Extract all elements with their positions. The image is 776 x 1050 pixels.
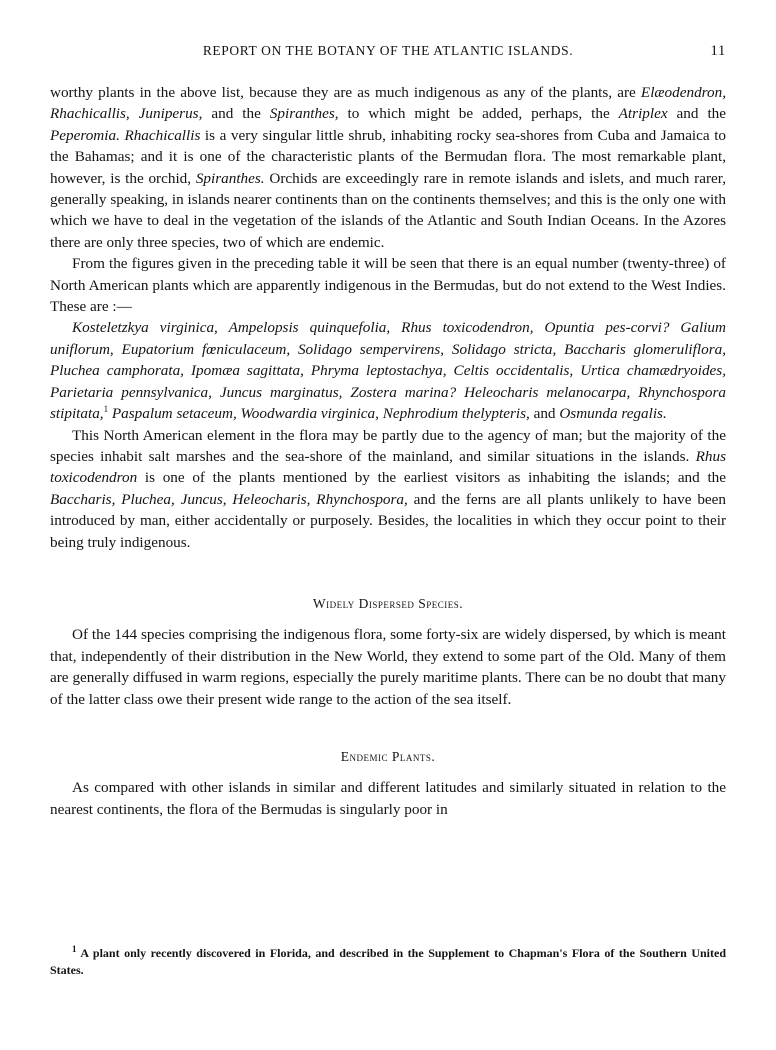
section-heading-widely-dispersed: Widely Dispersed Species. — [312, 595, 464, 611]
paragraph-endemic: As compared with other islands in similar and different latitudes and similarly situated in relation to the nearest continents, the flora of the Bermudas is singularly poor in — [50, 779, 726, 818]
text-run: is a very singular little shrub, inhabiting rocky sea-shores from Cuba and Jamaica to the Bahamas; and it is one of the characteristic plants of the Bermudan flora. The most remarkable plant, however, is the orchid, — [50, 126, 727, 187]
text-run: Orchids are exceedingly rare in remote islands and islets, and much rarer, generally speaking, in islands nearer continents than on the continents themselves; and this is the only one with which we have to deal in the vegetation of the islands of the Atlantic and South Indian Oceans. In the Azores there are only three species, two of which are endemic. — [50, 169, 727, 251]
text-run: to which might be added, perhaps, the — [338, 105, 619, 123]
text-run: is one of the plants mentioned by the earliest visitors as inhabiting the islands; and the — [137, 469, 726, 487]
text-run: and the — [667, 105, 726, 123]
section-heading-endemic: Endemic Plants. — [340, 748, 436, 764]
species-name: Osmunda regalis. — [559, 405, 667, 423]
species-names: Kosteletzkya virginica, Ampelopsis quinquefolia, Rhus toxicodendron, Opuntia pes-corvi? Galium uniflorum, Eupatorium fœniculaceum, Solidago sempervirens, Solidago stricta, Baccharis glomeruliflora, Pluchea camphorata, Ipomæa sagittata, Phryma leptostachya, Celtis occidentalis, Urtica chamædryoides, Parietaria pennsylvanica, Juncus marginatus, Zostera marina? Heleocharis melanocarpa, Rhynchospora stipitata, — [50, 319, 726, 423]
genus-name: Spiranthes, — [269, 105, 339, 123]
footnote-text: A plant only recently discovered in Florida, and described in the Supplement to Chapman's Flora of the Southern United States. — [50, 946, 726, 977]
species-names: Paspalum setaceum, Woodwardia virginica, Nephrodium thelypteris, — [108, 405, 530, 423]
text-run: worthy plants in the above list, because they are as much indigenous as any of the plants, are — [50, 84, 641, 101]
footnote-mark: 1 — [72, 944, 77, 954]
genus-name: Atriplex — [618, 105, 668, 123]
text-run: This North American element in the flora may be partly due to the agency of man; but the majority of the species inhabit salt marshes and the sea-shore of the mainland, and similar situations in the islands. — [50, 426, 726, 465]
genus-names: Elæodendron, Rhachicallis, Juniperus, — [50, 84, 726, 123]
genus-name: Rhachicallis — [124, 126, 201, 144]
header-title: REPORT ON THE BOTANY OF THE ATLANTIC ISLANDS. — [202, 43, 574, 58]
footnote-reference[interactable]: 1 — [103, 404, 109, 415]
page-number: 11 — [710, 43, 726, 59]
species-name: Rhus toxicodendron — [50, 447, 726, 487]
running-header — [50, 43, 726, 63]
genus-name: Spiranthes. — [195, 169, 265, 187]
main-text — [50, 82, 726, 820]
footnote — [50, 945, 726, 979]
genus-name: Peperomia. — [50, 126, 120, 144]
text-run: and — [529, 405, 560, 423]
paragraph-continuation — [50, 82, 726, 253]
paragraph-widely-dispersed: Of the 144 species comprising the indigenous flora, some forty-six are widely dispersed, by which is meant that, independently of their distribution in the New World, they extend to some part of the Old. Many of them are generally diffused in warm regions, especially the purely maritime plants. There can be no doubt that many of the latter class owe their present wide range to the action of the sea itself. — [50, 626, 726, 708]
text-run: and the — [202, 105, 270, 123]
text-run: and the ferns are all plants unlikely to have been introduced by man, either accidentally or purposely. Besides, the localities in which they occur point to their being truly indigenous. — [50, 490, 726, 551]
genus-names: Baccharis, Pluchea, Juncus, Heleocharis, Rhynchospora, — [50, 490, 408, 508]
paragraph-north-american-element — [50, 425, 726, 553]
species-list — [50, 317, 726, 424]
paragraph-north-american: From the figures given in the preceding table it will be seen that there is an equal number (twenty-three) of North American plants which are apparently indigenous in the Bermudas, but do not extend to the West Indies. These are :— — [50, 255, 726, 316]
